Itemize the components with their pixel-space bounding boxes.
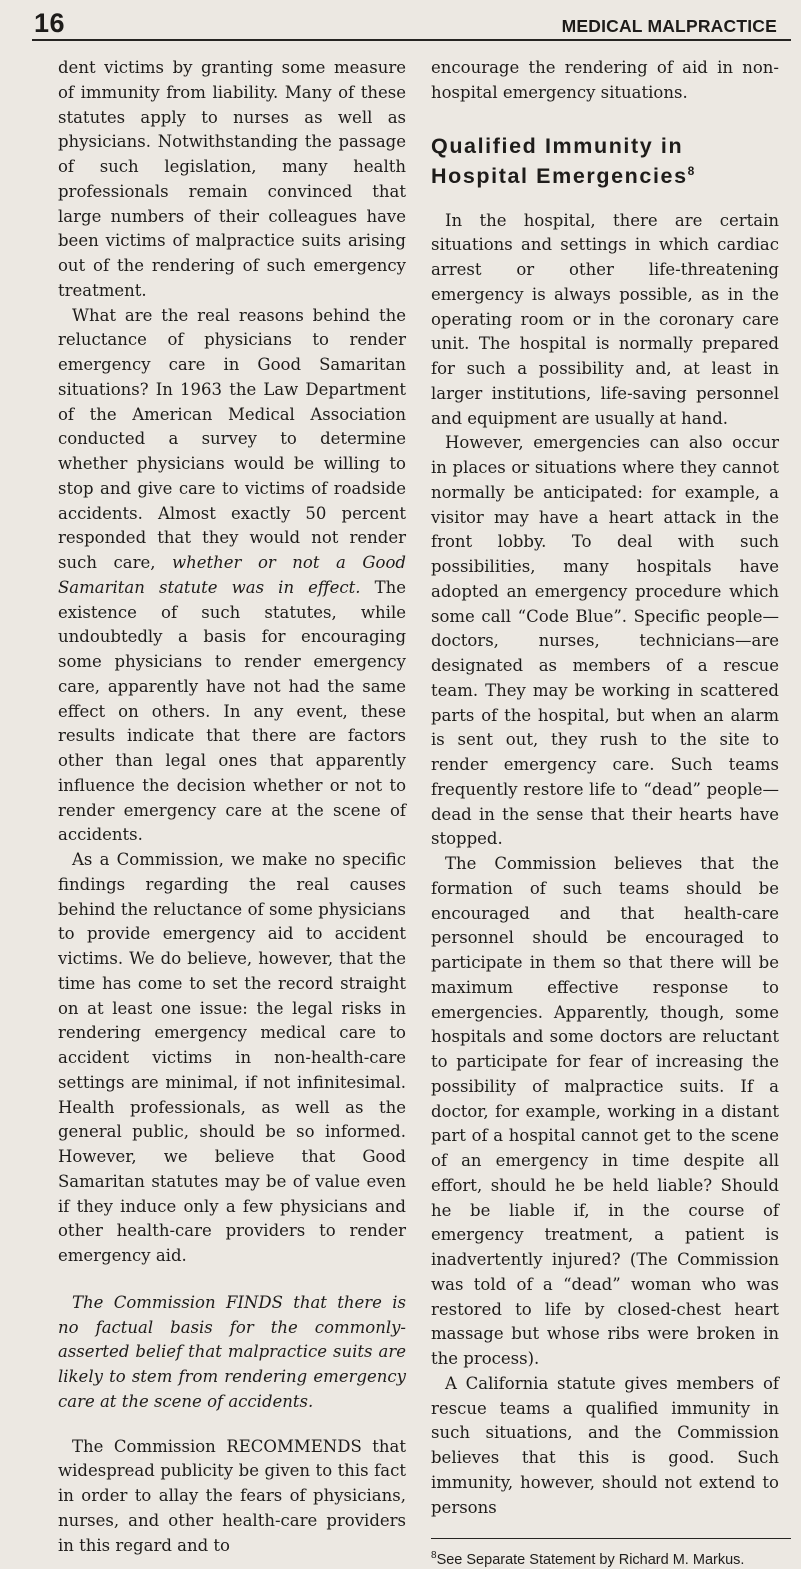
left-column xyxy=(58,56,406,1558)
paragraph-text: The existence of such statutes, while undoubtedly a basis for encouraging some physicians to render emergency care, apparently have not had the same effect on others. In any event, these results indicate that there are factors other than legal ones that apparently influence the decision whether or not to render emergency care at the scene of accidents. xyxy=(58,577,406,845)
paragraph xyxy=(58,304,406,849)
paragraph: In the hospital, there are certain situations and settings in which cardiac arrest or other life-threatening emergency is always possible, as in the operating room or in the coronary care unit. The hospital is normally prepared for such a possibility and, at least in larger institutions, life-saving personnel and equipment are usually at hand. xyxy=(431,210,779,428)
paragraph: As a Commission, we make no specific findings regarding the real causes behind the reluctance of some physicians to provide emergency aid to accident victims. We do believe, however, that the time has come to set the record straight on at least one issue: the legal risks in rendering emergency medical care to accident victims in non-health-care settings are minimal, if not infinitesimal. Health professionals, as well as the general public, should be so informed. However, we believe that Good Samaritan statutes may be of value even if they induce only a few physicians and other health-care providers to render emergency aid. xyxy=(58,850,406,1265)
footnote xyxy=(431,1547,779,1569)
paragraph: The Commission believes that the formation of such teams should be encouraged and that health-care personnel should be encouraged to participate in them so that there will be maximum effective response to emergencies. Apparently, though, some hospitals and some doctors are reluctant to participate for fear of increasing the possibility of malpractice suits. If a doctor, for example, working in a distant part of a hospital cannot get to the scene of an emergency in time despite all effort, should he be held liable? Should he be liable if, in the course of emergency treatment, a patient is inadvertently injured? (The Commission was told of a “dead” woman who was restored to life by closed-chest heart massage but whose ribs were broken in the process). xyxy=(431,854,779,1369)
paragraph: encourage the rendering of aid in non-hospital emergency situations. xyxy=(431,58,779,102)
commission-recommendation: The Commission RECOMMENDS that widespread publicity be given to this fact in order to allay the fears of physicians, nurses, and other health-care providers in this regard and to xyxy=(58,1436,406,1555)
right-column xyxy=(431,56,779,1569)
footnote-text: See Separate Statement by Richard M. Markus. xyxy=(436,1552,745,1569)
paragraph: A California statute gives members of rescue teams a qualified immunity in such situations, and the Commission believes that this is good. Such immunity, however, should not extend to persons xyxy=(431,1373,779,1517)
section-heading xyxy=(431,134,779,189)
header-rule xyxy=(32,39,791,41)
paragraph: dent victims by granting some measure of immunity from liability. Many of these statutes apply to nurses as well as physicians. Notwithstanding the passage of such legislation, many health professionals remain convinced that large numbers of their colleagues have been victims of malpractice suits arising out of the rendering of such emergency treatment. xyxy=(58,58,406,300)
footnote-reference[interactable]: 8 xyxy=(687,163,695,178)
paragraph-text: What are the real reasons behind the reluctance of physicians to render emergency care in Good Samaritan situations? In 1963 the Law Department of the American Medical Association conducted a survey to determine whether physicians would be willing to stop and give care to victims of roadside accidents. Almost exactly 50 percent responded that they would not render such care, xyxy=(58,305,406,572)
paragraph: However, emergencies can also occur in places or situations where they cannot normally be anticipated: for example, a visitor may have a heart attack in the front lobby. To deal with such possibilities, many hospitals have adopted an emergency procedure which some call “Code Blue”. Specific people—doctors, nurses, technicians—are designated as members of a rescue team. They may be working in scattered parts of the hospital, but when an alarm is sent out, they rush to the site to render emergency care. Such teams frequently restore life to “dead” people—dead in the sense that their hearts have stopped. xyxy=(431,433,779,849)
emphasized-text: whether or not a Good Samaritan statute was in effect. xyxy=(58,553,406,597)
commission-finding: The Commission FINDS that there is no factual basis for the commonly-asserted belief that malpractice suits are likely to stem from rendering emergency care at the scene of accidents. xyxy=(58,1292,406,1411)
footnote-marker: 8 xyxy=(431,1550,437,1562)
running-head: MEDICAL MALPRACTICE xyxy=(561,16,777,36)
section-heading-text: Qualified Immunity in Hospital Emergencies xyxy=(431,133,688,188)
footnote-rule xyxy=(431,1538,791,1539)
page-number: 16 xyxy=(34,8,66,38)
